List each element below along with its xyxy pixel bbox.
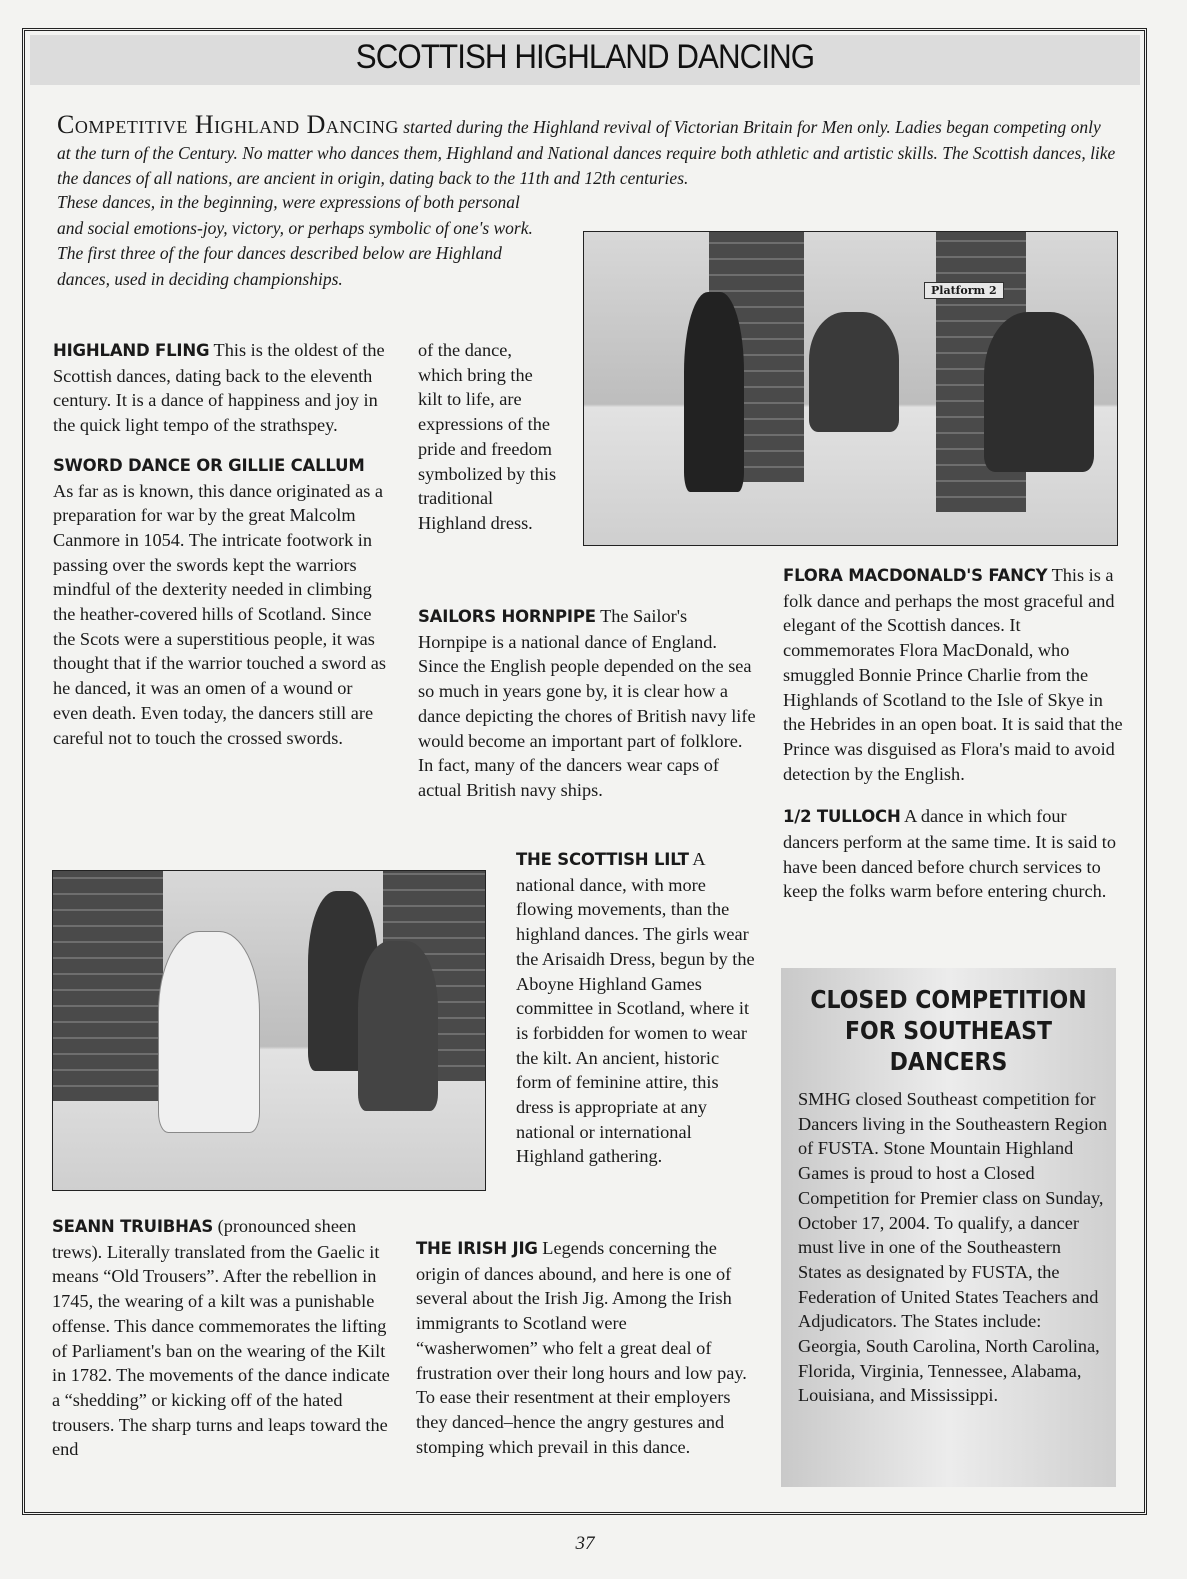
section-body: A dance in which four dancers perform at the same time. It is said to have been danced before church services to keep the folks warm before entering church. xyxy=(783,806,1117,902)
photo-young-dancers xyxy=(52,870,486,1191)
sidebar-box xyxy=(781,968,1116,1487)
section-body: This is the oldest of the Scottish dances, dating back to the eleventh century. It is a dance of happiness and joy in the quick light tempo of the strathspey. xyxy=(53,340,385,436)
section-half-tulloch xyxy=(783,804,1123,904)
section-scottish-lilt xyxy=(516,847,756,1169)
section-heading: THE IRISH JIG xyxy=(416,1239,538,1258)
stone-wall xyxy=(53,871,163,1101)
dancer-figure xyxy=(358,941,438,1111)
seann-truibhas-continued: of the dance, which bring the kilt to life, are expressions of the pride and freedom symbolized by this traditional Highland dress. xyxy=(418,340,557,533)
section-flora-macdonald xyxy=(783,563,1123,786)
section-heading: 1/2 TULLOCH xyxy=(783,807,901,827)
section-heading: FLORA MACDONALD'S FANCY xyxy=(783,566,1048,585)
dancer-figure xyxy=(984,312,1094,472)
page-number: 37 xyxy=(575,1533,595,1554)
platform-sign: Platform 2 xyxy=(924,282,1004,299)
intro-paragraph xyxy=(57,112,1117,192)
column-lilt xyxy=(516,847,756,1184)
dancer-figure xyxy=(684,292,744,492)
photo-dancers-platform-2 xyxy=(583,231,1118,546)
column-left-top xyxy=(53,338,388,765)
intro-continuation: These dances, in the beginning, were expressions of both personal and social emotions-joy, victory, or perhaps symbolic of one's work. The first three of the four dances described below are Highland dances, used in deciding championships. xyxy=(57,192,533,289)
column-mid xyxy=(418,604,756,818)
section-heading: SAILORS HORNPIPE xyxy=(418,607,596,626)
section-body: (pronounced sheen trews). Literally translated from the Gaelic it means “Old Trousers”. After the rebellion in 1745, the wearing of a kilt was a punishable offense. This dance commemorates the lifting of Parliament's ban on the wearing of the Kilt in 1782. The movements of the dance indicate a “shedding” or kicking off of the hated trousers. The sharp turns and leaps toward the end xyxy=(52,1216,390,1460)
intro-text: started during the Highland revival of Victorian Britain for Men only. Ladies began competing only at the turn of the Century. No matter who dances them, Highland and National dances require both athletic and artistic skills. The Scottish dances, like the dances of all nations, are ancient in origin, dating back to the 11th and 12th centuries. xyxy=(57,117,1116,188)
section-body: A national dance, with more flowing movements, than the highland dances. The girls wear the Arisaidh Dress, begun by the Aboyne Highland Games committee in Scotland, where it is forbidden for women to wear the kilt. An ancient, historic form of feminine attire, this dress is appropriate at any national or international Highland gathering. xyxy=(516,849,755,1167)
column-mid-narrow xyxy=(418,338,558,551)
section-heading: THE SCOTTISH LILT xyxy=(516,850,689,869)
section-body: The Sailor's Hornpipe is a national dance of England. Since the English people depended on the sea so much in years gone by, it is clear how a dance depicting the chores of British navy life would become an important part of folklore. In fact, many of the dancers wear caps of actual British navy ships. xyxy=(418,606,756,800)
sidebar-title: CLOSED COMPETITION FOR SOUTHEAST DANCERS xyxy=(810,985,1087,1076)
column-right xyxy=(783,563,1123,919)
section-body: This is a folk dance and perhaps the most graceful and elegant of the Scottish dances. It commemorates Flora MacDonald, who smuggled Bonnie Prince Charlie from the Highlands of Scotland to the Isle of Skye in the Hebrides in an open boat. It is said that the Prince was disguised as Flora's maid to avoid detection by the English. xyxy=(783,565,1123,784)
column-mid-bottom xyxy=(416,1236,752,1474)
section-body: Legends concerning the origin of dances abound, and here is one of several about the Irish Jig. Among the Irish immigrants to Scotland were “washerwomen” who felt a great deal of frustration over their long hours and low pay. To ease their resentment at their employers they danced–hence the angry gestures and stomping which prevail in this dance. xyxy=(416,1238,747,1457)
section-seann-truibhas xyxy=(52,1214,390,1462)
section-heading: HIGHLAND FLING xyxy=(53,341,210,360)
section-highland-fling xyxy=(53,338,388,438)
section-heading: SEANN TRUIBHAS xyxy=(52,1217,214,1236)
section-sailors-hornpipe xyxy=(418,604,756,803)
section-irish-jig xyxy=(416,1236,752,1459)
dancer-figure xyxy=(158,931,260,1133)
intro-lead: Competitive Highland Dancing xyxy=(57,110,399,139)
column-left-bottom xyxy=(52,1214,390,1477)
dancer-figure xyxy=(809,312,899,432)
sidebar-body: SMHG closed Southeast competition for Dancers living in the Southeastern Region of FUSTA. Stone Mountain Highland Games is proud to host a Closed Competition for Premier class on Sunday, October 17, 2004. To qualify, a dancer must live in one of the Southeastern States as designated by FUSTA, the Federation of United States Teachers and Adjudicators. The States include: Georgia, South Carolina, North Carolina, Florida, Virginia, Tennessee, Alabama, Louisiana, and Mississippi. xyxy=(798,1089,1108,1406)
section-heading: SWORD DANCE OR GILLIE CALLUM xyxy=(53,455,365,475)
page-title: SCOTTISH HIGHLAND DANCING xyxy=(355,38,815,76)
section-body: As far as is known, this dance originated as a preparation for war by the great Malcolm Canmore in 1054. The intricate footwork in passing over the swords kept the warriors mindful of the dexterity needed in climbing the heather-covered hills of Scotland. Since the Scots were a superstitious people, it was thought that if the warrior touched a sword as he danced, it was an omen of a wound or even death. Even today, the dancers still are careful not to touch the crossed swords. xyxy=(53,480,387,748)
section-sword-dance xyxy=(53,453,388,750)
